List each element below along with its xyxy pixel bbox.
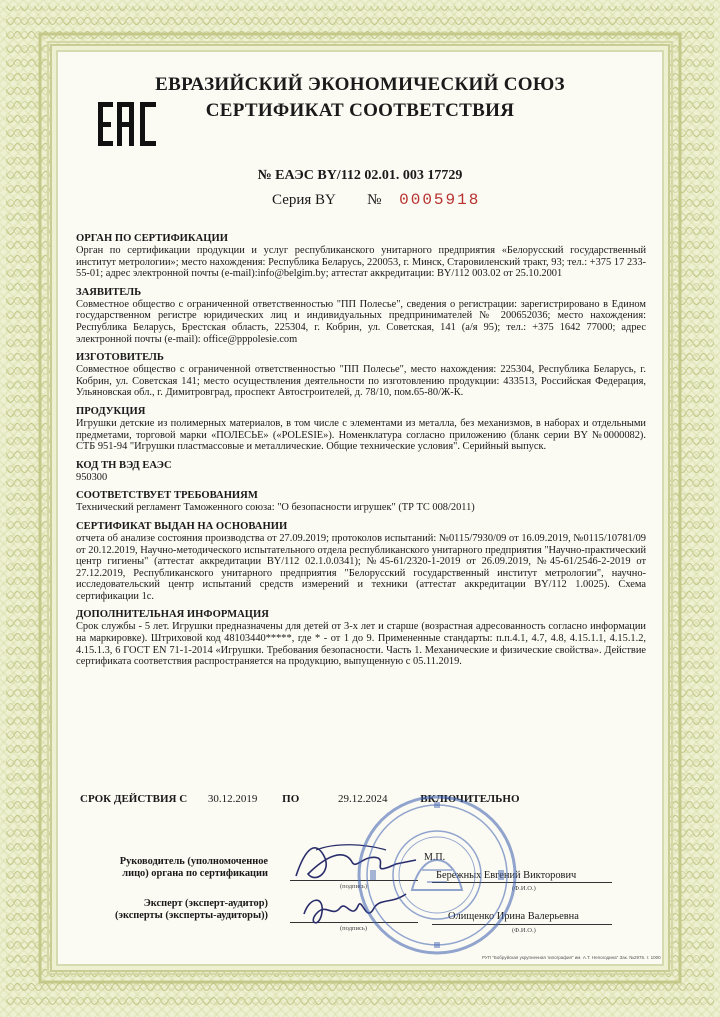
serial-number: 0005918: [399, 191, 481, 209]
section-heading: СООТВЕТСТВУЕТ ТРЕБОВАНИЯМ: [76, 490, 258, 502]
section-text: Срок службы - 5 лет. Игрушки предназначены для детей от 3-х лет и старше (возрастная адресованность согласно информации на маркировке). Штриховой код 48103440*****, где * - от 1 до 9. Примененные стандарты: п.п.4.1, 4.7, 4.8, 4.15.1.1, 4.15.1.2, 4.15.1.3, 6 ГОСТ EN 71-1-2014 «Игрушки. Требования безопасности. Часть 1. Механические и физические свойства». Действие сертификата соответствия распространяется на продукцию, выпущенную с 05.11.2019.: [76, 621, 646, 668]
section-text: Игрушки детские из полимерных материалов, в том числе с элементами из металла, без механизмов, в наборах и отдельными предметами, торговой марки «ПОЛЕСЬЕ» («POLESIE»). Номенклатура согласно приложению (бланк серии BY №0000082). СТБ 951-94 "Игрушки пластмассовые и металлические. Общие технические условия". Серийный выпуск.: [76, 417, 646, 453]
series-row: [272, 191, 480, 209]
document-title: СЕРТИФИКАТ СООТВЕТСТВИЯ: [205, 100, 515, 121]
stamp-place-mp: М.П.: [424, 852, 446, 863]
section-text: Орган по сертификации продукции и услуг республиканского унитарного предприятия «Белорусский государственный институт метрологии»; место нахождения: Республика Беларусь, 220053, г. Минск, Старовиленский тракт, 93; тел.: +375 17 233-55-01; адрес электронной почты (e-mail):info@belgim.by; аттестат аккредитации: BY/112 003.02 от 25.10.2001: [76, 245, 646, 280]
expert-label-line2: (эксперты (эксперты-аудиторы)): [115, 910, 268, 921]
head-label: [90, 856, 268, 880]
section-text: Технический регламент Таможенного союза: "О безопасности игрушек" (ТР ТС 008/2011): [76, 502, 475, 514]
section-product: [76, 406, 646, 453]
expert-name-caption: (Ф.И.О.): [512, 927, 536, 934]
head-name: Бережных Евгений Викторович: [436, 870, 577, 881]
section-basis: [76, 521, 646, 603]
section-heading: ПРОДУКЦИЯ: [76, 405, 146, 417]
section-requirements: [76, 490, 646, 514]
expert-label-line1: Эксперт (эксперт-аудитор): [143, 898, 268, 909]
section-additional: [76, 609, 646, 667]
certificate-content: [76, 233, 646, 675]
head-label-line2: лицо) органа по сертификации: [122, 868, 268, 879]
union-title: ЕВРАЗИЙСКИЙ ЭКОНОМИЧЕСКИЙ СОЮЗ: [155, 74, 565, 95]
head-sign-caption: (подпись): [340, 883, 367, 890]
validity-to: 29.12.2024: [338, 793, 388, 805]
section-organ: [76, 233, 646, 280]
section-tnved: [76, 460, 646, 484]
section-heading: СЕРТИФИКАТ ВЫДАН НА ОСНОВАНИИ: [76, 520, 288, 532]
eac-logo-icon: [98, 100, 158, 150]
head-label-line1: Руководитель (уполномоченное: [119, 856, 268, 867]
expert-label: [82, 898, 268, 922]
section-heading: ОРГАН ПО СЕРТИФИКАЦИИ: [76, 233, 228, 244]
section-manufacturer: [76, 352, 646, 399]
section-heading: КОД ТН ВЭД ЕАЭС: [76, 459, 172, 471]
section-heading: ЗАЯВИТЕЛЬ: [76, 286, 142, 298]
expert-name: Олищенко Ирина Валерьевна: [448, 911, 579, 922]
section-text: Совместное общество с ограниченной ответственностью "ПП Полесье", место нахождения: 225304, Республика Беларусь, г. Кобрин, ул. Советская 141; место осуществления деятельности по изготовлению продукции: 433513, Российская Федерация, Ульяновская обл., г. Димитровград, проспект Автостроителей, д. 78/10, пом.65-80/Ж-К.: [76, 364, 646, 399]
validity-label: СРОК ДЕЙСТВИЯ С: [80, 793, 188, 805]
number-sign: №: [367, 192, 382, 208]
section-text: отчета об анализе состояния производства от 27.09.2019; протоколов испытаний: №0115/7930/09 от 16.09.2019, №0115/10781/09 от 20.12.2019, Научно-методического испытательного отдела республиканского унитарного предприятия "Научно-практический центр гигиены" (аттестат аккредитации BY/112 02.1.0.0341); №45-61/2320-1-2019 от 26.09.2019, №45-61/2546-2-2019 от 27.12.2019, Республиканского унитарного предприятия "Белорусский государственный институт метрологии", научно-исследовательский центр испытаний средств измерений и техники (аттестат аккредитации BY/112 1.0025). Схема сертификации 1с.: [76, 532, 646, 602]
section-heading: ИЗГОТОВИТЕЛЬ: [76, 352, 164, 364]
expert-sign-caption: (подпись): [340, 925, 367, 932]
round-stamp-image: [352, 790, 522, 960]
validity-from: 30.12.2019: [207, 793, 258, 805]
section-heading: ДОПОЛНИТЕЛЬНАЯ ИНФОРМАЦИЯ: [76, 609, 269, 621]
section-text: 950300: [76, 471, 108, 483]
head-name-caption: (Ф.И.О.): [512, 885, 536, 892]
validity-to-label: ПО: [282, 793, 300, 805]
printer-note: РУП "Бобруйская укрупненная типография" им. А.Т. Непогодина" Зак. №2976. т. 1000: [482, 955, 661, 960]
series-label: Серия BY: [272, 192, 336, 208]
section-applicant: [76, 287, 646, 345]
section-text: Совместное общество с ограниченной ответственностью "ПП Полесье", сведения о регистрации: зарегистрировано в Едином государственном регистре юридических лиц и индивидуальных предпринимателей № 200652036; место нахождения: Республика Беларусь, Брестская область, 225304, г. Кобрин, ул. Советская, 141 (а/я 95); тел.: +375 1642 77000; адрес электронной почты (e-mail): office@pppolesie.com: [76, 298, 646, 345]
certificate-number: № ЕАЭС BY/112 02.01. 003 17729: [257, 168, 463, 183]
validity-inclusive: ВКЛЮЧИТЕЛЬНО: [420, 793, 520, 805]
